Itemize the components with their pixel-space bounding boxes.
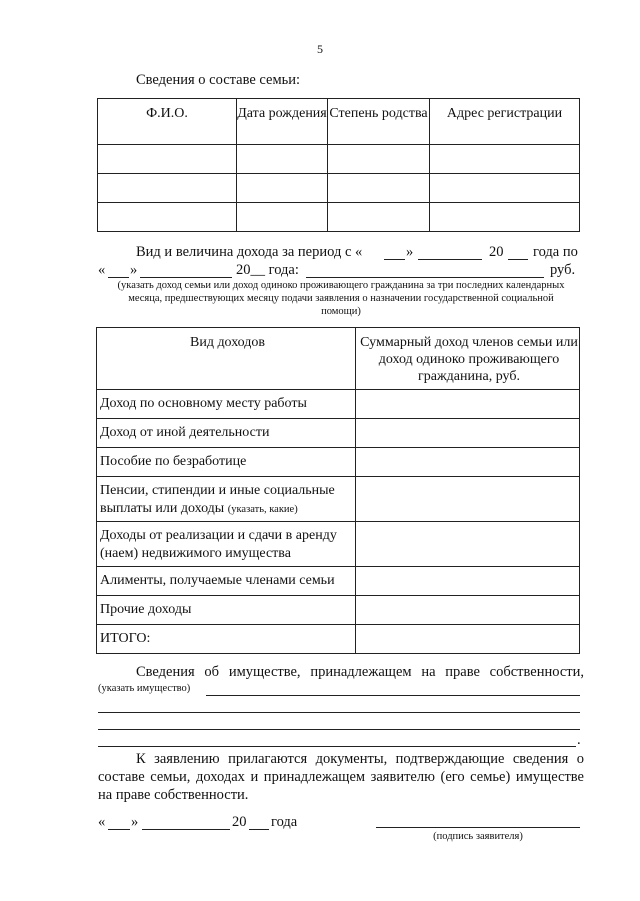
property-text: Сведения об имуществе, принадлежащем на праве собственности, bbox=[136, 664, 584, 680]
period-text-4: года по bbox=[533, 244, 578, 260]
income-table bbox=[96, 327, 580, 654]
income-value-cell[interactable] bbox=[356, 596, 580, 625]
period-text-5: « bbox=[98, 262, 106, 278]
income-row-note: (указать, какие) bbox=[227, 504, 298, 515]
property-note: (указать имущество) bbox=[98, 683, 191, 694]
period-text-6: » bbox=[130, 262, 138, 278]
income-row-label: Пенсии, стипендии и иные социальные выплаты или доходы bbox=[100, 483, 335, 516]
period-from-year-field[interactable] bbox=[508, 259, 528, 260]
period-text-2: » bbox=[406, 244, 414, 260]
col-fio: Ф.И.О. bbox=[98, 99, 237, 145]
col-address: Адрес регистрации bbox=[430, 99, 580, 145]
property-field-4[interactable] bbox=[98, 746, 576, 747]
table-row bbox=[97, 477, 580, 522]
col-income-type: Вид доходов bbox=[97, 328, 356, 390]
table-row bbox=[97, 596, 580, 625]
property-period: . bbox=[577, 732, 581, 748]
page-number: 5 bbox=[317, 42, 323, 56]
table-row bbox=[98, 174, 580, 203]
period-text-3: 20 bbox=[489, 244, 504, 260]
date-close-quote: » bbox=[131, 814, 139, 830]
income-value-cell[interactable] bbox=[356, 390, 580, 419]
income-row-label: Алименты, получаемые членами семьи bbox=[97, 567, 356, 596]
attachments-text: К заявлению прилагаются документы, подтверждающие сведения о составе семьи, доходах и принадлежащем заявителю (его семье) имуществе на праве собственности. bbox=[98, 751, 584, 803]
income-value-cell[interactable] bbox=[356, 448, 580, 477]
property-field-3[interactable] bbox=[98, 729, 580, 730]
family-heading: Сведения о составе семьи: bbox=[136, 72, 301, 88]
sign-day-field[interactable] bbox=[108, 829, 130, 830]
table-row bbox=[98, 145, 580, 174]
period-to-month-field[interactable] bbox=[140, 277, 232, 278]
income-row-label: Доход по основному месту работы bbox=[97, 390, 356, 419]
income-row-label: Доходы от реализации и сдачи в аренду (наем) недвижимого имущества bbox=[97, 522, 356, 567]
table-row bbox=[97, 567, 580, 596]
table-row bbox=[97, 448, 580, 477]
income-row-label: Пособие по безработице bbox=[97, 448, 356, 477]
table-row bbox=[97, 522, 580, 567]
income-row-label: Прочие доходы bbox=[97, 596, 356, 625]
period-text-1: Вид и величина дохода за период с « bbox=[136, 244, 363, 260]
signature-field[interactable] bbox=[376, 827, 580, 828]
period-note: (указать доход семьи или доход одиноко проживающего гражданина за три последних календарных месяца, предшествующих месяцу подачи заявления о назначении государственной социальной помощи) bbox=[117, 280, 565, 317]
date-open-quote: « bbox=[98, 814, 106, 830]
period-text-8: руб. bbox=[550, 262, 576, 278]
col-birthdate: Дата рождения bbox=[237, 99, 328, 145]
family-table bbox=[97, 98, 580, 232]
property-field-2[interactable] bbox=[98, 712, 580, 713]
sign-year-word: года bbox=[271, 814, 298, 830]
sign-month-field[interactable] bbox=[142, 829, 230, 830]
income-value-cell[interactable] bbox=[356, 522, 580, 567]
period-text-7: 20__ года: bbox=[236, 262, 299, 278]
income-amount-field[interactable] bbox=[306, 277, 544, 278]
table-row bbox=[98, 203, 580, 232]
signature-label: (подпись заявителя) bbox=[433, 831, 523, 842]
table-row bbox=[97, 390, 580, 419]
income-row-pensions bbox=[97, 477, 356, 522]
income-row-label: ИТОГО: bbox=[97, 625, 356, 654]
col-relation: Степень родства bbox=[328, 99, 430, 145]
period-from-month-field[interactable] bbox=[418, 259, 482, 260]
income-value-cell[interactable] bbox=[356, 625, 580, 654]
income-row-label: Доход от иной деятельности bbox=[97, 419, 356, 448]
table-row bbox=[97, 419, 580, 448]
col-income-sum: Суммарный доход членов семьи или доход одиноко проживающего гражданина, руб. bbox=[356, 328, 580, 390]
sign-year-prefix: 20 bbox=[232, 814, 247, 830]
period-from-day-field[interactable] bbox=[384, 259, 405, 260]
period-to-day-field[interactable] bbox=[108, 277, 129, 278]
income-value-cell[interactable] bbox=[356, 567, 580, 596]
table-row bbox=[97, 625, 580, 654]
sign-year-field[interactable] bbox=[249, 829, 269, 830]
property-field-1[interactable] bbox=[206, 695, 580, 696]
income-value-cell[interactable] bbox=[356, 419, 580, 448]
income-value-cell[interactable] bbox=[356, 477, 580, 522]
